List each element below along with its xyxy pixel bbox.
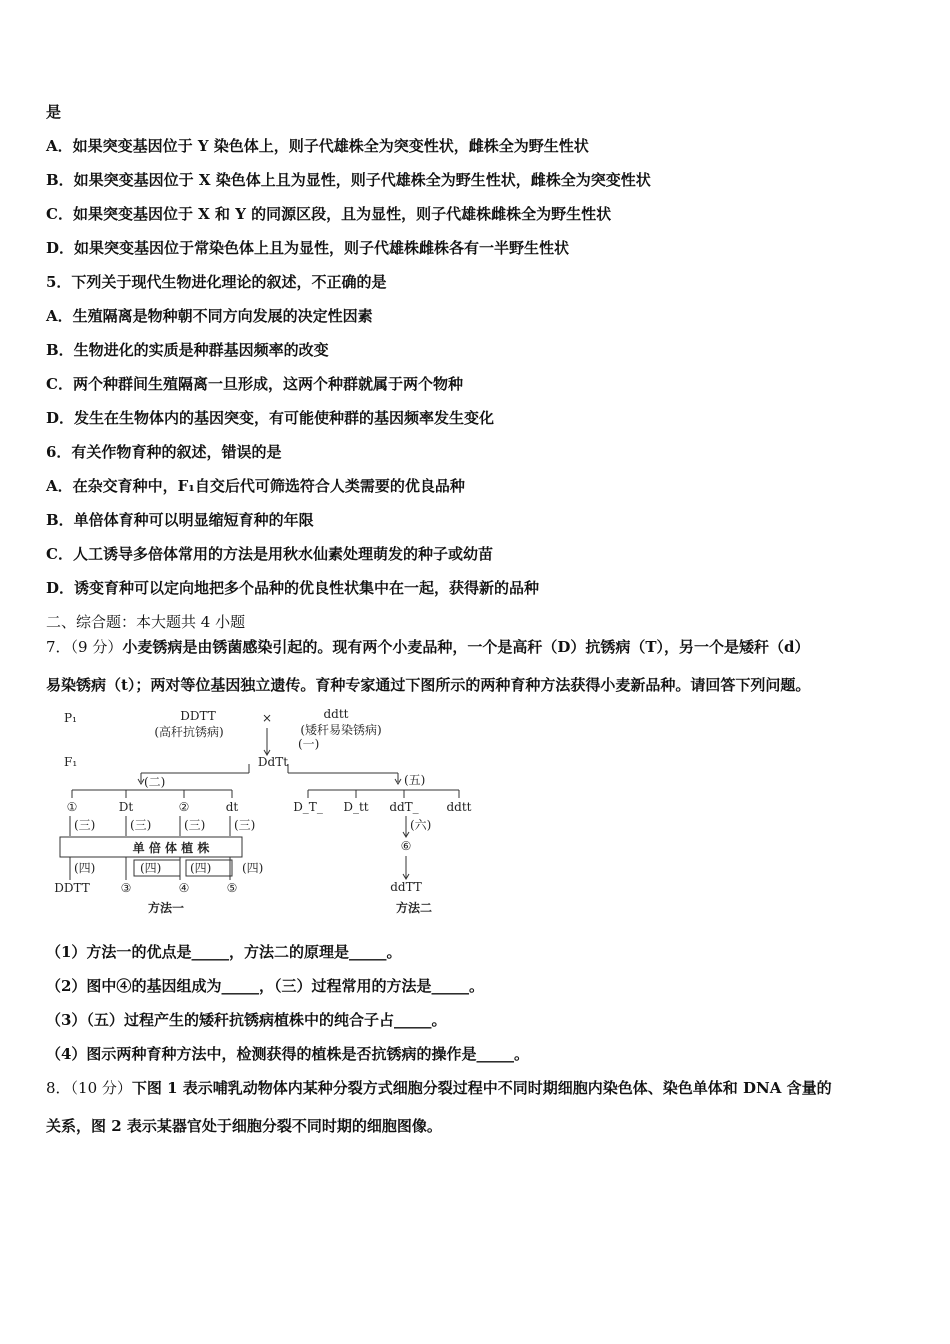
breeding-diagram xyxy=(46,706,486,921)
gamete-1: ① xyxy=(66,800,78,814)
question-6: 6．有关作物育种的叙述，错误的是 xyxy=(46,443,282,461)
q5-option-b: B．生物进化的实质是种群基因频率的改变 xyxy=(46,341,329,359)
gamete-dt-dominant: Dt xyxy=(118,800,134,814)
f2-ddtt: ddtt xyxy=(446,800,472,814)
step-3-label-a: (三) xyxy=(74,818,96,832)
option-c: C．如果突变基因位于 X 和 Y 的同源区段，且为显性，则子代雄株雌株全为野生性状 xyxy=(46,205,612,223)
q7-subquestion-3: （3）（五）过程产生的矮秆抗锈病植株中的纯合子占_____。 xyxy=(46,1011,447,1029)
result-4: ④ xyxy=(178,881,190,895)
f2-dd-t: ddT_ xyxy=(389,800,419,814)
f2-d-tt: D_tt xyxy=(343,800,369,814)
question-8-line-1 xyxy=(46,1078,916,1098)
q6-option-a: A．在杂交育种中，F₁自交后代可筛选符合人类需要的优良品种 xyxy=(46,477,465,495)
step-4-label-d: (四) xyxy=(242,861,264,875)
option-a: A．如果突变基因位于 Y 染色体上，则子代雄株全为突变性状，雌株全为野生性状 xyxy=(46,137,589,155)
p1-label: P₁ xyxy=(64,711,77,725)
question-7-text-1: 小麦锈病是由锈菌感染引起的。现有两个小麦品种，一个是高秆（D）抗锈病（T），另一个是矮秆（d） xyxy=(122,638,810,656)
q5-option-d: D．发生在生物体内的基因突变，有可能使种群的基因频率发生变化 xyxy=(46,409,495,427)
parent1-description: (高秆抗锈病) xyxy=(154,725,224,739)
step-6-label: (六) xyxy=(410,818,432,832)
cross-symbol: × xyxy=(261,711,273,725)
method-2-label: 方法二 xyxy=(395,901,433,915)
step-2-label: (二) xyxy=(144,775,166,789)
result-6: ⑥ xyxy=(400,839,412,853)
q7-subquestion-1: （1）方法一的优点是_____，方法二的原理是_____。 xyxy=(46,943,402,961)
parent2-description: (矮秆易染锈病) xyxy=(300,723,382,737)
question-7-line-2: 易染锈病（t）；两对等位基因独立遗传。育种专家通过下图所示的两种育种方法获得小麦新品种。请回答下列问题。 xyxy=(46,676,811,694)
step-1-label: (一) xyxy=(298,737,320,751)
q6-option-b: B．单倍体育种可以明显缩短育种的年限 xyxy=(46,511,314,529)
parent2-genotype: ddtt xyxy=(323,707,349,721)
final-ddtt: ddTT xyxy=(390,880,422,894)
step-4-label-b: (四) xyxy=(140,861,162,875)
step-3-label-c: (三) xyxy=(184,818,206,832)
step-3-label-b: (三) xyxy=(130,818,152,832)
question-8-number: 8．（10 分） xyxy=(46,1079,132,1097)
q6-option-d: D．诱变育种可以定向地把多个品种的优良性状集中在一起，获得新的品种 xyxy=(46,579,540,597)
option-d: D．如果突变基因位于常染色体上且为显性，则子代雄株雌株各有一半野生性状 xyxy=(46,239,570,257)
step-3-label-d: (三) xyxy=(234,818,256,832)
question-5: 5．下列关于现代生物进化理论的叙述，不正确的是 xyxy=(46,273,387,291)
result-5: ⑤ xyxy=(226,881,238,895)
question-7-number: 7．（9 分） xyxy=(46,638,123,656)
question-7-line-1 xyxy=(46,637,916,657)
result-ddtt: DDTT xyxy=(54,881,90,895)
f1-label: F₁ xyxy=(64,755,78,769)
step-4-label-a: (四) xyxy=(74,861,96,875)
gamete-dt-recessive: dt xyxy=(225,800,239,814)
q7-subquestion-4: （4）图示两种育种方法中，检测获得的植株是否抗锈病的操作是_____。 xyxy=(46,1045,529,1063)
question-8-line-2: 关系，图 2 表示某器官处于细胞分裂不同时期的细胞图像。 xyxy=(46,1117,442,1135)
haploid-plants-label: 单 倍 体 植 株 xyxy=(132,841,210,855)
method-1-label: 方法一 xyxy=(147,901,185,915)
result-3: ③ xyxy=(120,881,132,895)
step-5-label: (五) xyxy=(404,773,426,787)
step-4-label-c: (四) xyxy=(190,861,212,875)
q5-option-c: C．两个种群间生殖隔离一旦形成，这两个种群就属于两个物种 xyxy=(46,375,463,393)
q7-subquestion-2: （2）图中④的基因组成为_____，（三）过程常用的方法是_____。 xyxy=(46,977,484,995)
q6-option-c: C．人工诱导多倍体常用的方法是用秋水仙素处理萌发的种子或幼苗 xyxy=(46,545,493,563)
question-continuation: 是 xyxy=(46,103,62,121)
f2-d-t: D_T_ xyxy=(293,800,323,814)
f1-genotype: DdTt xyxy=(257,755,289,769)
gamete-2: ② xyxy=(178,800,190,814)
parent1-genotype: DDTT xyxy=(180,709,216,723)
option-b: B．如果突变基因位于 X 染色体上且为显性，则子代雄株全为野生性状，雌株全为突变性状 xyxy=(46,171,651,189)
q5-option-a: A．生殖隔离是物种朝不同方向发展的决定性因素 xyxy=(46,307,373,325)
section-2-title: 二、综合题：本大题共 4 小题 xyxy=(46,613,246,631)
question-8-text-1: 下图 1 表示哺乳动物体内某种分裂方式细胞分裂过程中不同时期细胞内染色体、染色单体和 DNA 含量的 xyxy=(131,1079,832,1097)
